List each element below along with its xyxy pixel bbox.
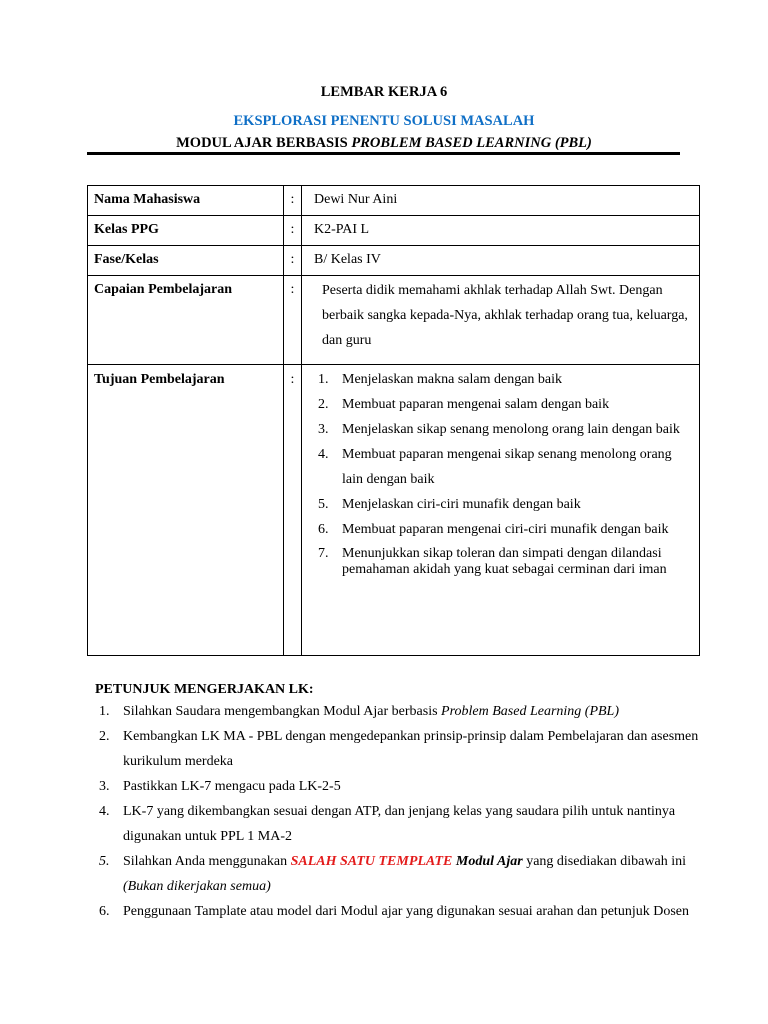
step-text: Pastikkan LK-7 mengacu pada LK-2-5 — [123, 779, 341, 794]
module-heading — [0, 135, 768, 152]
worksheet-subtitle: EKSPLORASI PENENTU SOLUSI MASALAH — [233, 113, 535, 129]
step-bold-italic: Modul Ajar — [455, 854, 523, 869]
list-text: Membuat paparan mengenai sikap senang menolong orang lain dengan baik — [342, 447, 672, 487]
list-text: Membuat paparan mengenai ciri-ciri munafik dengan baik — [342, 522, 669, 537]
step-text: Silahkan Anda menggunakan — [123, 854, 291, 869]
petunjuk-heading: PETUNJUK MENGERJAKAN LK: — [95, 682, 314, 697]
tujuan-cell — [302, 365, 700, 656]
list-item — [95, 699, 715, 724]
colon: : — [284, 186, 302, 216]
table-row — [88, 276, 700, 365]
list-number: 1. — [318, 372, 329, 387]
list-number: 5. — [318, 497, 329, 512]
colon: : — [284, 276, 302, 365]
colon: : — [284, 216, 302, 246]
nama-label: Nama Mahasiswa — [88, 186, 284, 216]
list-number: 4. — [318, 447, 329, 462]
step-text: Penggunaan Tamplate atau model dari Modul ajar yang digunakan sesuai arahan dan petunjuk Dosen — [123, 904, 689, 919]
fase-value: B/ Kelas IV — [302, 246, 700, 276]
list-number: 2. — [99, 729, 110, 744]
capaian-value: Peserta didik memahami akhlak terhadap Allah Swt. Dengan berbaik sangka kepada-Nya, akhlak terhadap orang tua, keluarga, dan guru — [302, 276, 700, 365]
list-item — [95, 724, 715, 774]
table-row — [88, 216, 700, 246]
step-text: LK-7 yang dikembangkan sesuai dengan ATP, dan jenjang kelas yang saudara pilih untuk nantinya digunakan untuk PPL 1 MA-2 — [123, 804, 676, 844]
colon: : — [284, 365, 302, 656]
list-item — [302, 517, 699, 542]
list-text: Membuat paparan mengenai salam dengan baik — [342, 397, 610, 412]
list-text: Menunjukkan sikap toleran dan simpati dengan dilandasi pemahaman akidah yang kuat sebagai cerminan dari iman — [342, 546, 667, 577]
kelas-label: Kelas PPG — [88, 216, 284, 246]
list-number: 6. — [99, 904, 110, 919]
list-text: Menjelaskan makna salam dengan baik — [342, 372, 563, 387]
list-item — [95, 774, 715, 799]
info-table — [87, 185, 700, 656]
template-highlight: SALAH SATU TEMPLATE — [290, 854, 453, 869]
list-item — [302, 442, 699, 492]
list-text: Menjelaskan ciri-ciri munafik dengan baik — [342, 497, 581, 512]
kelas-value: K2-PAI L — [302, 216, 700, 246]
tujuan-label: Tujuan Pembelajaran — [88, 365, 284, 656]
list-number: 4. — [99, 804, 110, 819]
list-number: 6. — [318, 522, 329, 537]
list-item — [95, 849, 715, 899]
list-text: Menjelaskan sikap senang menolong orang lain dengan baik — [342, 422, 680, 437]
step-text: Kembangkan LK MA - PBL dengan mengedepankan prinsip-prinsip dalam Pembelajaran dan asesmen kurikulum merdeka — [123, 729, 699, 769]
table-row — [88, 186, 700, 216]
heading-divider — [87, 152, 680, 155]
list-number: 3. — [318, 422, 329, 437]
list-item — [302, 542, 699, 578]
step-text: Silahkan Saudara mengembangkan Modul Ajar berbasis — [123, 704, 442, 719]
list-item — [302, 392, 699, 417]
list-item — [95, 899, 715, 924]
fase-label: Fase/Kelas — [88, 246, 284, 276]
list-number: 3. — [99, 779, 110, 794]
list-item — [302, 367, 699, 392]
list-number: 5. — [99, 854, 110, 869]
list-number: 7. — [318, 546, 329, 561]
table-row — [88, 365, 700, 656]
tujuan-list — [302, 367, 699, 578]
capaian-label: Capaian Pembelajaran — [88, 276, 284, 365]
nama-value: Dewi Nur Aini — [302, 186, 700, 216]
table-row — [88, 246, 700, 276]
list-item — [95, 799, 715, 849]
step-text: yang disediakan dibawah ini — [522, 854, 686, 869]
module-heading-prefix: MODUL AJAR BERBASIS — [176, 135, 352, 151]
step-italic: Problem Based Learning (PBL) — [441, 704, 620, 719]
petunjuk-list — [95, 699, 715, 924]
list-item — [302, 492, 699, 517]
step-italic: (Bukan dikerjakan semua) — [123, 879, 271, 894]
list-number: 2. — [318, 397, 329, 412]
list-number: 1. — [99, 704, 110, 719]
colon: : — [284, 246, 302, 276]
module-heading-italic: PROBLEM BASED LEARNING (PBL) — [351, 135, 592, 151]
list-item — [302, 417, 699, 442]
worksheet-title: LEMBAR KERJA 6 — [320, 84, 448, 100]
